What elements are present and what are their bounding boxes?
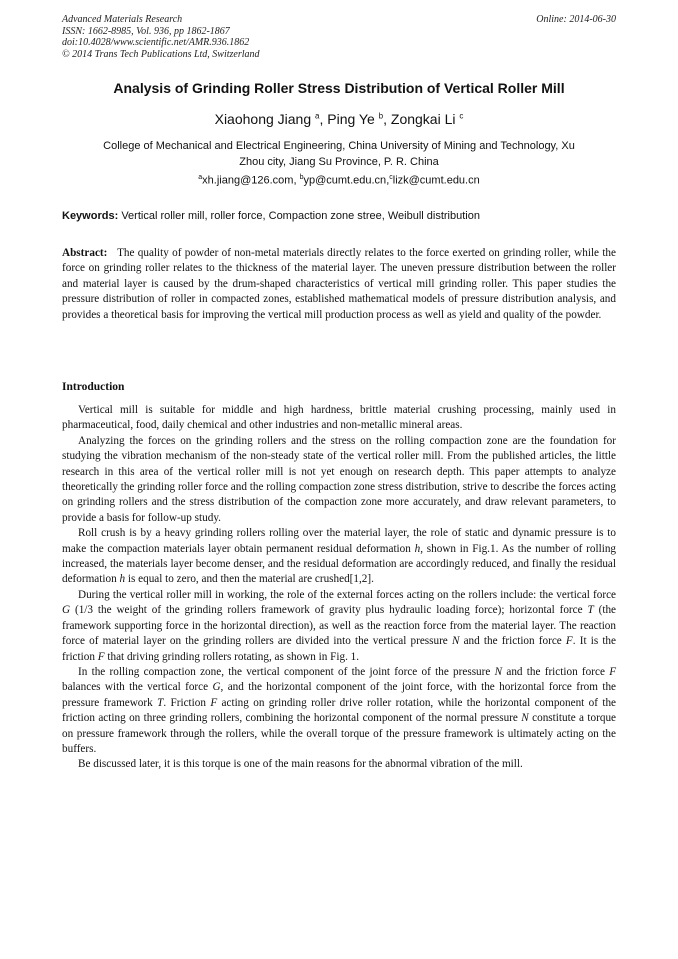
symbol-g: G <box>212 681 221 694</box>
symbol-h: h <box>414 542 421 555</box>
journal-doi: doi:10.4028/www.scientific.net/AMR.936.1862 <box>62 37 250 48</box>
symbol-n: N <box>451 635 460 648</box>
paragraph-text: . Friction <box>163 696 206 709</box>
symbol-t: T <box>157 696 164 709</box>
paragraph <box>62 588 616 665</box>
symbol-t: T <box>587 604 594 617</box>
paragraph <box>62 757 616 772</box>
symbol-n: N <box>494 665 503 678</box>
paragraph-text: In the rolling compaction zone, the vertical component of the joint force of the pressure <box>78 665 491 678</box>
paragraph-text: . It is the friction <box>62 635 616 663</box>
symbol-n: N <box>521 712 529 725</box>
author-sup: c <box>459 111 464 121</box>
affiliation <box>62 138 616 170</box>
paragraph-text: (the framework supporting force in the horizontal direction), as well as the reaction force from the material layer. The reaction force of material layer on the grinding rollers are divided into the vertical pressure <box>62 604 617 648</box>
paragraph-text: acting on grinding roller drive roller rotation, while the horizontal component of the friction acting on three grinding rollers, combining the horizontal component of the normal pressure <box>62 696 617 725</box>
journal-header <box>62 14 616 60</box>
online-date: Online: 2014-06-30 <box>536 14 616 25</box>
symbol-f: F <box>97 650 105 663</box>
journal-issn: ISSN: 1662-8985, Vol. 936, pp 1862-1867 <box>62 25 230 37</box>
email-sup: a <box>198 174 203 181</box>
paragraph-text: and the friction force <box>463 635 562 648</box>
paragraph <box>62 526 616 588</box>
author-list: Xiaohong Jiang $^a$, Ping Ye $^b$, Zongkai Li $^c$ <box>214 111 464 127</box>
email-sup: c <box>389 174 393 181</box>
keywords-label: Keywords: <box>62 210 119 222</box>
abstract <box>62 246 616 323</box>
paragraph-text: and the friction force <box>506 665 605 678</box>
section-title-introduction: Introduction <box>62 381 125 393</box>
journal-name: Advanced Materials Research <box>62 14 183 25</box>
paragraph <box>62 403 616 434</box>
paragraph-text: is equal to zero, and then the material are crushed[1,2]. <box>127 573 374 586</box>
abstract-text: The quality of powder of non-metal materials directly relates to the force exerted on grinding roller, while the force on grinding roller relates to the thickness of the material layer. The uneven pressure distribution between the roller and material layer is caused by the drum-shaped characteristics of vertical mill grinding roller. This paper studies the pressure distribution of roller in compacted zones, established mathematical models of pressure distribution analysis, and provides a theoretical basis for improving the vertical mill production process as well as yield and quality of the powder. <box>62 247 616 321</box>
paragraph-text: constitute a torque on pressure framework through the rollers, while the overall torque of the pressure framework is ultimately acting on the buffers. <box>62 712 617 755</box>
affiliation-line: College of Mechanical and Electrical Engineering, China University of Mining and Technology, Xu <box>103 140 575 152</box>
paragraph-text: that driving grinding rollers rotating, as shown in Fig. 1. <box>107 650 360 663</box>
email-address[interactable]: xh.jiang@126.com <box>202 174 294 187</box>
symbol-f: F <box>210 696 218 709</box>
symbol-f: F <box>609 665 617 678</box>
paragraph-text: Roll crush is by a heavy grinding rollers rolling over the material layer, the role of static and dynamic pressure is to make the compaction materials layer obtain permanent residual deformation <box>62 527 616 555</box>
paragraph-text: During the vertical roller mill in working, the role of the external forces acting on the rollers include: the vertical force <box>78 588 616 601</box>
paper-title: Analysis of Grinding Roller Stress Distribution of Vertical Roller Mill <box>113 80 565 96</box>
author-sup: a <box>315 111 320 121</box>
paragraph-text: Be discussed later, it is this torque is one of the main reasons for the abnormal vibration of the mill. <box>78 758 523 771</box>
paragraph-text: (1/3 the weight of the grinding rollers framework of gravity plus hydraulic loading force); horizontal force <box>74 604 583 617</box>
symbol-h: h <box>119 573 126 586</box>
paragraph-text: Vertical mill is suitable for middle and high hardness, brittle material crushing processing, mainly used in pharmaceutical, food, daily chemical and other industries and non-metallic mineral areas. <box>62 404 616 432</box>
author-name: Ping Ye <box>327 111 375 127</box>
affiliation-line: Zhou city, Jiang Su Province, P. R. China <box>239 156 439 168</box>
author-name: Xiaohong Jiang <box>214 111 312 127</box>
journal-copyright: © 2014 Trans Tech Publications Ltd, Switzerland <box>62 48 260 60</box>
keywords-text: Vertical roller mill, roller force, Compaction zone stree, Weibull distribution <box>121 210 480 222</box>
email-list: $^a$xh.jiang@126.com, $^b$yp@cumt.edu.cn,$^c$lizk@cumt.edu.cn <box>198 174 480 187</box>
paragraph <box>62 434 616 526</box>
symbol-g: G <box>62 604 71 617</box>
email-sup: b <box>299 174 304 181</box>
paragraph-text: balances with the vertical force <box>62 681 209 694</box>
abstract-label: Abstract: <box>62 247 108 259</box>
keywords <box>62 210 616 222</box>
email-address[interactable]: yp@cumt.edu.cn <box>303 174 387 187</box>
author-sup: b <box>378 111 384 121</box>
paragraph-text: Analyzing the forces on the grinding rollers and the stress on the rolling compaction zone are the foundation for studying the vibration mechanism of the non-steady state of the vertical roller mill. From the published articles, the little research in this area of the vertical roller mill is not yet enough on research depth. This paper attempts to analyze theoretically the grinding roller force and the rolling compaction zone stress distribution, strive to describe the forces acting on grinding rollers and the stress distribution of the compaction zone more accurately, and draw relevant parameters, to provide a basis for follow-up study. <box>62 434 616 524</box>
introduction-body <box>62 403 616 773</box>
paragraph-text: , and the horizontal component of the joint force, with the horizontal force from the pressure framework <box>62 681 616 709</box>
paragraph-text: , shown in Fig.1. As the number of rolling increased, the materials layer become denser, and the residual deformation are accordingly reduced, and finally the residual deformation <box>62 542 617 586</box>
email-address[interactable]: lizk@cumt.edu.cn <box>392 174 480 187</box>
paragraph <box>62 665 616 757</box>
symbol-f: F <box>565 635 573 648</box>
author-name: Zongkai Li <box>390 111 456 127</box>
